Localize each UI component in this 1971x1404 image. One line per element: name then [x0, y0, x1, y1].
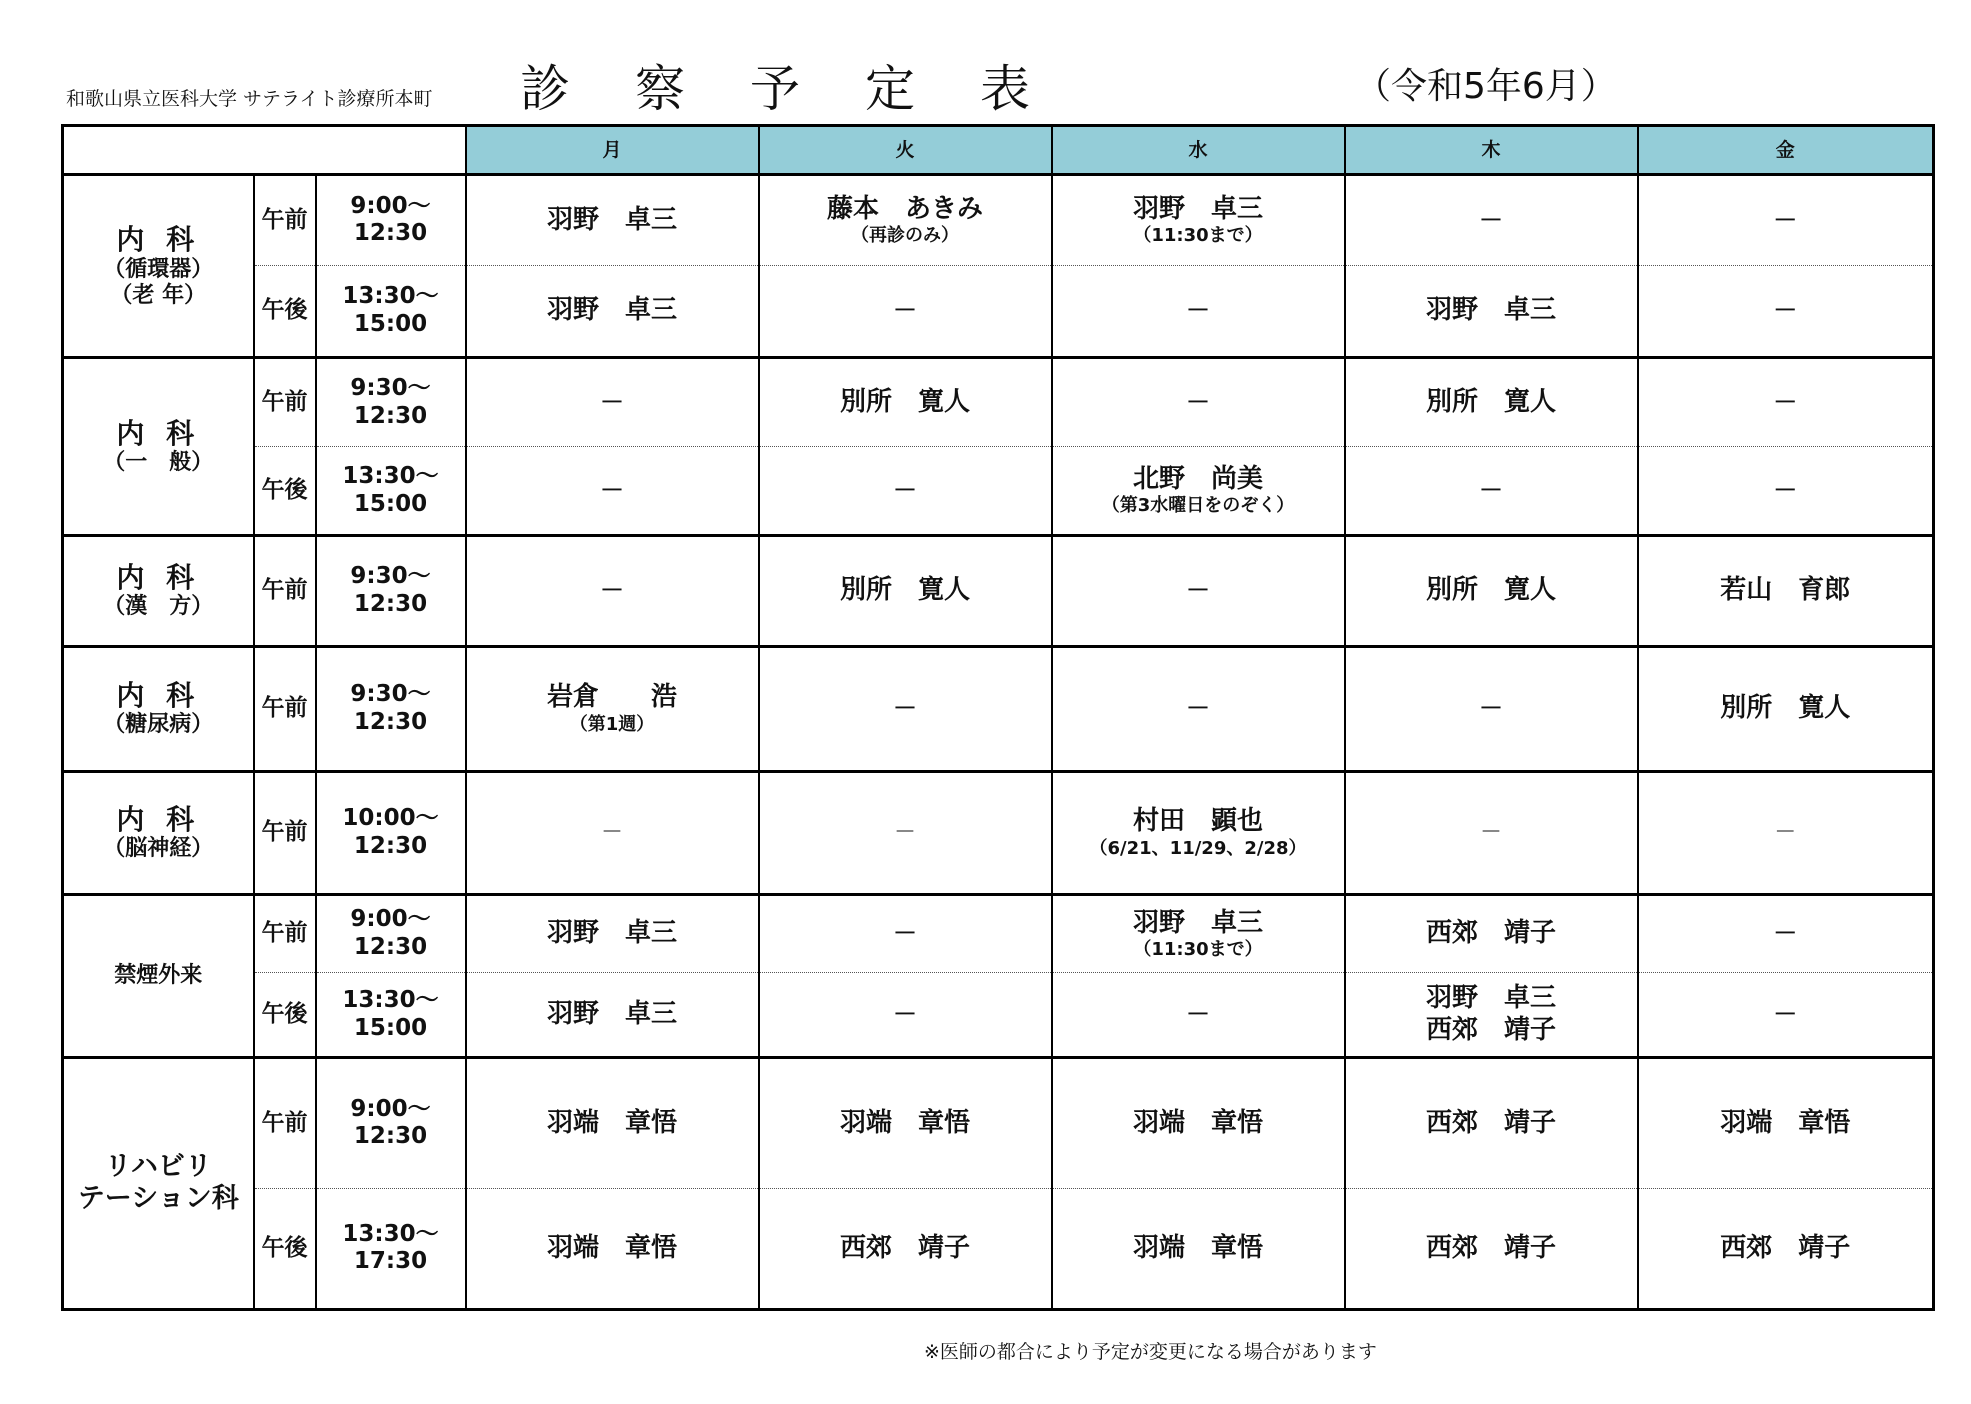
doctor-note: （11:30まで）	[1133, 938, 1263, 960]
doctor-cell	[1345, 265, 1638, 358]
table-header-row	[63, 126, 1934, 175]
department-cell	[63, 771, 254, 894]
doctor-name: 羽野 卓三	[547, 204, 678, 235]
no-session-dash: －	[1186, 576, 1211, 604]
no-session-dash: －	[1479, 475, 1504, 504]
session-period: 午後	[254, 1188, 316, 1309]
table-row	[63, 358, 1934, 447]
doctor-cell	[1345, 358, 1638, 447]
title-char: 表	[980, 60, 1030, 118]
doctor-cell	[1052, 1057, 1345, 1188]
department-name: 内 科	[116, 802, 201, 836]
doctor-name: 別所 寛人	[1426, 387, 1557, 418]
table-row	[63, 535, 1934, 646]
doctor-cell	[1638, 175, 1934, 266]
doctor-note: （第1週）	[569, 713, 655, 735]
doctor-cell	[1052, 894, 1345, 973]
doctor-name: 村田 顕也	[1133, 806, 1264, 837]
doctor-cell	[759, 771, 1052, 894]
no-session-dash: －	[894, 819, 917, 845]
doctor-name: 別所 寛人	[1720, 693, 1851, 724]
doctor-name: 岩倉 浩	[547, 682, 678, 713]
no-session-dash: －	[1186, 999, 1211, 1028]
day-header-wed: 水	[1052, 126, 1345, 175]
doctor-cell	[1052, 646, 1345, 771]
no-session-dash: －	[893, 475, 918, 504]
table-row	[63, 175, 1934, 266]
doctor-cell	[1345, 175, 1638, 266]
no-session-dash: －	[893, 693, 918, 722]
doctor-name: 羽野 卓三	[547, 999, 678, 1030]
doctor-cell	[466, 646, 759, 771]
department-subtitle: （一 般）	[103, 450, 214, 476]
doctor-name: 若山 育郎	[1720, 575, 1851, 606]
doctor-name: 西郊 靖子	[1720, 1232, 1851, 1263]
doctor-cell	[759, 175, 1052, 266]
session-time: 9:30～12:30	[316, 535, 466, 646]
header-blank-cell	[63, 126, 466, 175]
session-time: 9:00～12:30	[316, 1057, 466, 1188]
department-cell	[63, 1057, 254, 1309]
table-row	[63, 646, 1934, 771]
schedule-period: （令和5年6月）	[1355, 66, 1617, 107]
department-cell	[63, 894, 254, 1057]
organization-name: 和歌山県立医科大学 サテライト診療所本町	[66, 88, 433, 110]
page-title	[520, 50, 1030, 120]
session-period: 午前	[254, 358, 316, 447]
table-row	[63, 1057, 1934, 1188]
department-subtitle: （漢 方）	[103, 594, 214, 620]
table-row	[63, 973, 1934, 1058]
session-time: 10:00～12:30	[316, 771, 466, 894]
doctor-name: 別所 寛人	[840, 387, 971, 418]
doctor-note: （再診のみ）	[851, 225, 960, 247]
session-period: 午前	[254, 175, 316, 266]
doctor-cell	[1345, 894, 1638, 973]
session-time: 9:30～12:30	[316, 358, 466, 447]
no-session-dash: －	[1773, 296, 1798, 325]
doctor-cell	[466, 535, 759, 646]
doctor-cell	[466, 265, 759, 358]
doctor-cell	[1638, 447, 1934, 536]
doctor-name: 羽野 卓三	[547, 295, 678, 326]
no-session-dash: －	[1773, 999, 1798, 1028]
session-period: 午前	[254, 535, 316, 646]
title-char: 診	[520, 60, 570, 118]
doctor-name: 羽端 章悟	[1133, 1107, 1264, 1138]
doctor-cell	[466, 1057, 759, 1188]
doctor-cell	[759, 646, 1052, 771]
doctor-cell	[1345, 646, 1638, 771]
doctor-name: 西郊 靖子	[1426, 918, 1557, 949]
session-period: 午前	[254, 646, 316, 771]
doctor-cell	[1052, 447, 1345, 536]
department-subtitle: （糖尿病）	[103, 712, 214, 738]
session-period: 午前	[254, 1057, 316, 1188]
doctor-cell	[1345, 973, 1638, 1058]
department-subtitle: （循環器）	[103, 256, 214, 282]
doctor-cell	[1052, 973, 1345, 1058]
session-time: 13:30～15:00	[316, 265, 466, 358]
doctor-name: 羽端 章悟	[840, 1107, 971, 1138]
no-session-dash: －	[1480, 819, 1503, 845]
department-name: 内 科	[116, 416, 201, 450]
department-cell	[63, 358, 254, 535]
doctor-cell	[1052, 535, 1345, 646]
no-session-dash: －	[1479, 693, 1504, 722]
no-session-dash: －	[600, 576, 625, 604]
no-session-dash: －	[1186, 693, 1211, 722]
session-period: 午前	[254, 894, 316, 973]
no-session-dash: －	[1774, 819, 1797, 845]
department-name: 禁煙外来	[114, 963, 203, 989]
no-session-dash: －	[601, 819, 624, 845]
title-char: 予	[750, 60, 800, 118]
title-char: 察	[635, 60, 685, 118]
doctor-note: （11:30まで）	[1133, 225, 1263, 247]
day-header-mon: 月	[466, 126, 759, 175]
department-name: 内 科	[116, 678, 201, 712]
doctor-cell	[1638, 1188, 1934, 1309]
footnote: ※医師の都合により予定が変更になる場合があります	[924, 1341, 1377, 1363]
department-name: 内 科	[116, 560, 201, 594]
no-session-dash: －	[1186, 388, 1211, 416]
doctor-cell	[466, 358, 759, 447]
doctor-note: （第3水曜日をのぞく）	[1101, 495, 1295, 517]
no-session-dash: －	[893, 919, 918, 948]
doctor-cell	[466, 771, 759, 894]
department-cell	[63, 646, 254, 771]
doctor-cell	[1345, 771, 1638, 894]
doctor-name: 羽端 章悟	[1720, 1107, 1851, 1138]
session-period: 午後	[254, 265, 316, 358]
table-row	[63, 894, 1934, 973]
doctor-cell	[759, 535, 1052, 646]
no-session-dash: －	[600, 475, 625, 504]
no-session-dash: －	[1773, 919, 1798, 948]
no-session-dash: －	[1773, 388, 1798, 416]
doctor-name: 羽野 卓三	[1426, 983, 1557, 1014]
doctor-cell	[1638, 973, 1934, 1058]
doctor-cell	[1052, 358, 1345, 447]
doctor-name: 西郊 靖子	[840, 1232, 971, 1263]
doctor-cell	[1052, 265, 1345, 358]
session-time: 9:30～12:30	[316, 646, 466, 771]
department-name: 内 科	[116, 223, 201, 257]
doctor-name: 藤本 あきみ	[827, 193, 984, 224]
doctor-cell	[1638, 771, 1934, 894]
doctor-cell	[759, 1188, 1052, 1309]
doctor-name: 西郊 靖子	[1426, 1107, 1557, 1138]
doctor-name: 西郊 靖子	[1426, 1014, 1557, 1045]
table-row	[63, 1188, 1934, 1309]
doctor-cell	[759, 265, 1052, 358]
doctor-cell	[759, 1057, 1052, 1188]
doctor-cell	[1638, 894, 1934, 973]
session-period: 午後	[254, 973, 316, 1058]
doctor-cell	[466, 1188, 759, 1309]
department-subtitle: （老 年）	[110, 283, 207, 309]
doctor-cell	[759, 973, 1052, 1058]
no-session-dash: －	[1773, 475, 1798, 504]
doctor-name: 羽野 卓三	[1133, 193, 1264, 224]
title-char: 定	[865, 60, 915, 118]
session-time: 9:00～12:30	[316, 175, 466, 266]
doctor-cell	[1052, 771, 1345, 894]
department-subtitle: （脳神経）	[103, 836, 214, 862]
session-time: 13:30～17:30	[316, 1188, 466, 1309]
doctor-cell	[466, 973, 759, 1058]
day-header-tue: 火	[759, 126, 1052, 175]
department-cell	[63, 535, 254, 646]
doctor-name: 羽野 卓三	[1133, 907, 1264, 938]
doctor-name: 羽野 卓三	[547, 918, 678, 949]
table-row	[63, 265, 1934, 358]
doctor-cell	[1638, 535, 1934, 646]
no-session-dash: －	[1479, 205, 1504, 234]
doctor-cell	[759, 358, 1052, 447]
doctor-name: 北野 尚美	[1133, 464, 1264, 495]
session-time: 9:00～12:30	[316, 894, 466, 973]
doctor-cell	[1638, 1057, 1934, 1188]
session-time: 13:30～15:00	[316, 973, 466, 1058]
doctor-name: 別所 寛人	[1426, 575, 1557, 606]
doctor-cell	[1345, 447, 1638, 536]
table-row	[63, 771, 1934, 894]
schedule-table	[61, 124, 1935, 1311]
doctor-cell	[1052, 1188, 1345, 1309]
doctor-cell	[1638, 265, 1934, 358]
doctor-cell	[1052, 175, 1345, 266]
doctor-cell	[1345, 1188, 1638, 1309]
session-period: 午後	[254, 447, 316, 536]
doctor-cell	[1345, 535, 1638, 646]
day-header-fri: 金	[1638, 126, 1934, 175]
session-time: 13:30～15:00	[316, 447, 466, 536]
session-period: 午前	[254, 771, 316, 894]
no-session-dash: －	[893, 999, 918, 1028]
doctor-cell	[759, 894, 1052, 973]
department-cell	[63, 175, 254, 358]
doctor-name: 羽端 章悟	[1133, 1232, 1264, 1263]
doctor-cell	[466, 447, 759, 536]
doctor-cell	[1638, 646, 1934, 771]
no-session-dash: －	[600, 388, 625, 416]
department-name: テーション科	[77, 1183, 239, 1215]
no-session-dash: －	[1186, 296, 1211, 325]
doctor-cell	[1345, 1057, 1638, 1188]
department-name: リハビリ	[104, 1151, 212, 1183]
no-session-dash: －	[1773, 205, 1798, 234]
doctor-cell	[466, 894, 759, 973]
doctor-name: 別所 寛人	[840, 575, 971, 606]
doctor-cell	[466, 175, 759, 266]
doctor-cell	[1638, 358, 1934, 447]
no-session-dash: －	[893, 296, 918, 325]
doctor-name: 羽野 卓三	[1426, 295, 1557, 326]
table-row	[63, 447, 1934, 536]
doctor-cell	[759, 447, 1052, 536]
day-header-thu: 木	[1345, 126, 1638, 175]
doctor-name: 羽端 章悟	[547, 1107, 678, 1138]
doctor-name: 西郊 靖子	[1426, 1232, 1557, 1263]
doctor-note: （6/21、11/29、2/28）	[1089, 837, 1307, 859]
doctor-name: 羽端 章悟	[547, 1232, 678, 1263]
